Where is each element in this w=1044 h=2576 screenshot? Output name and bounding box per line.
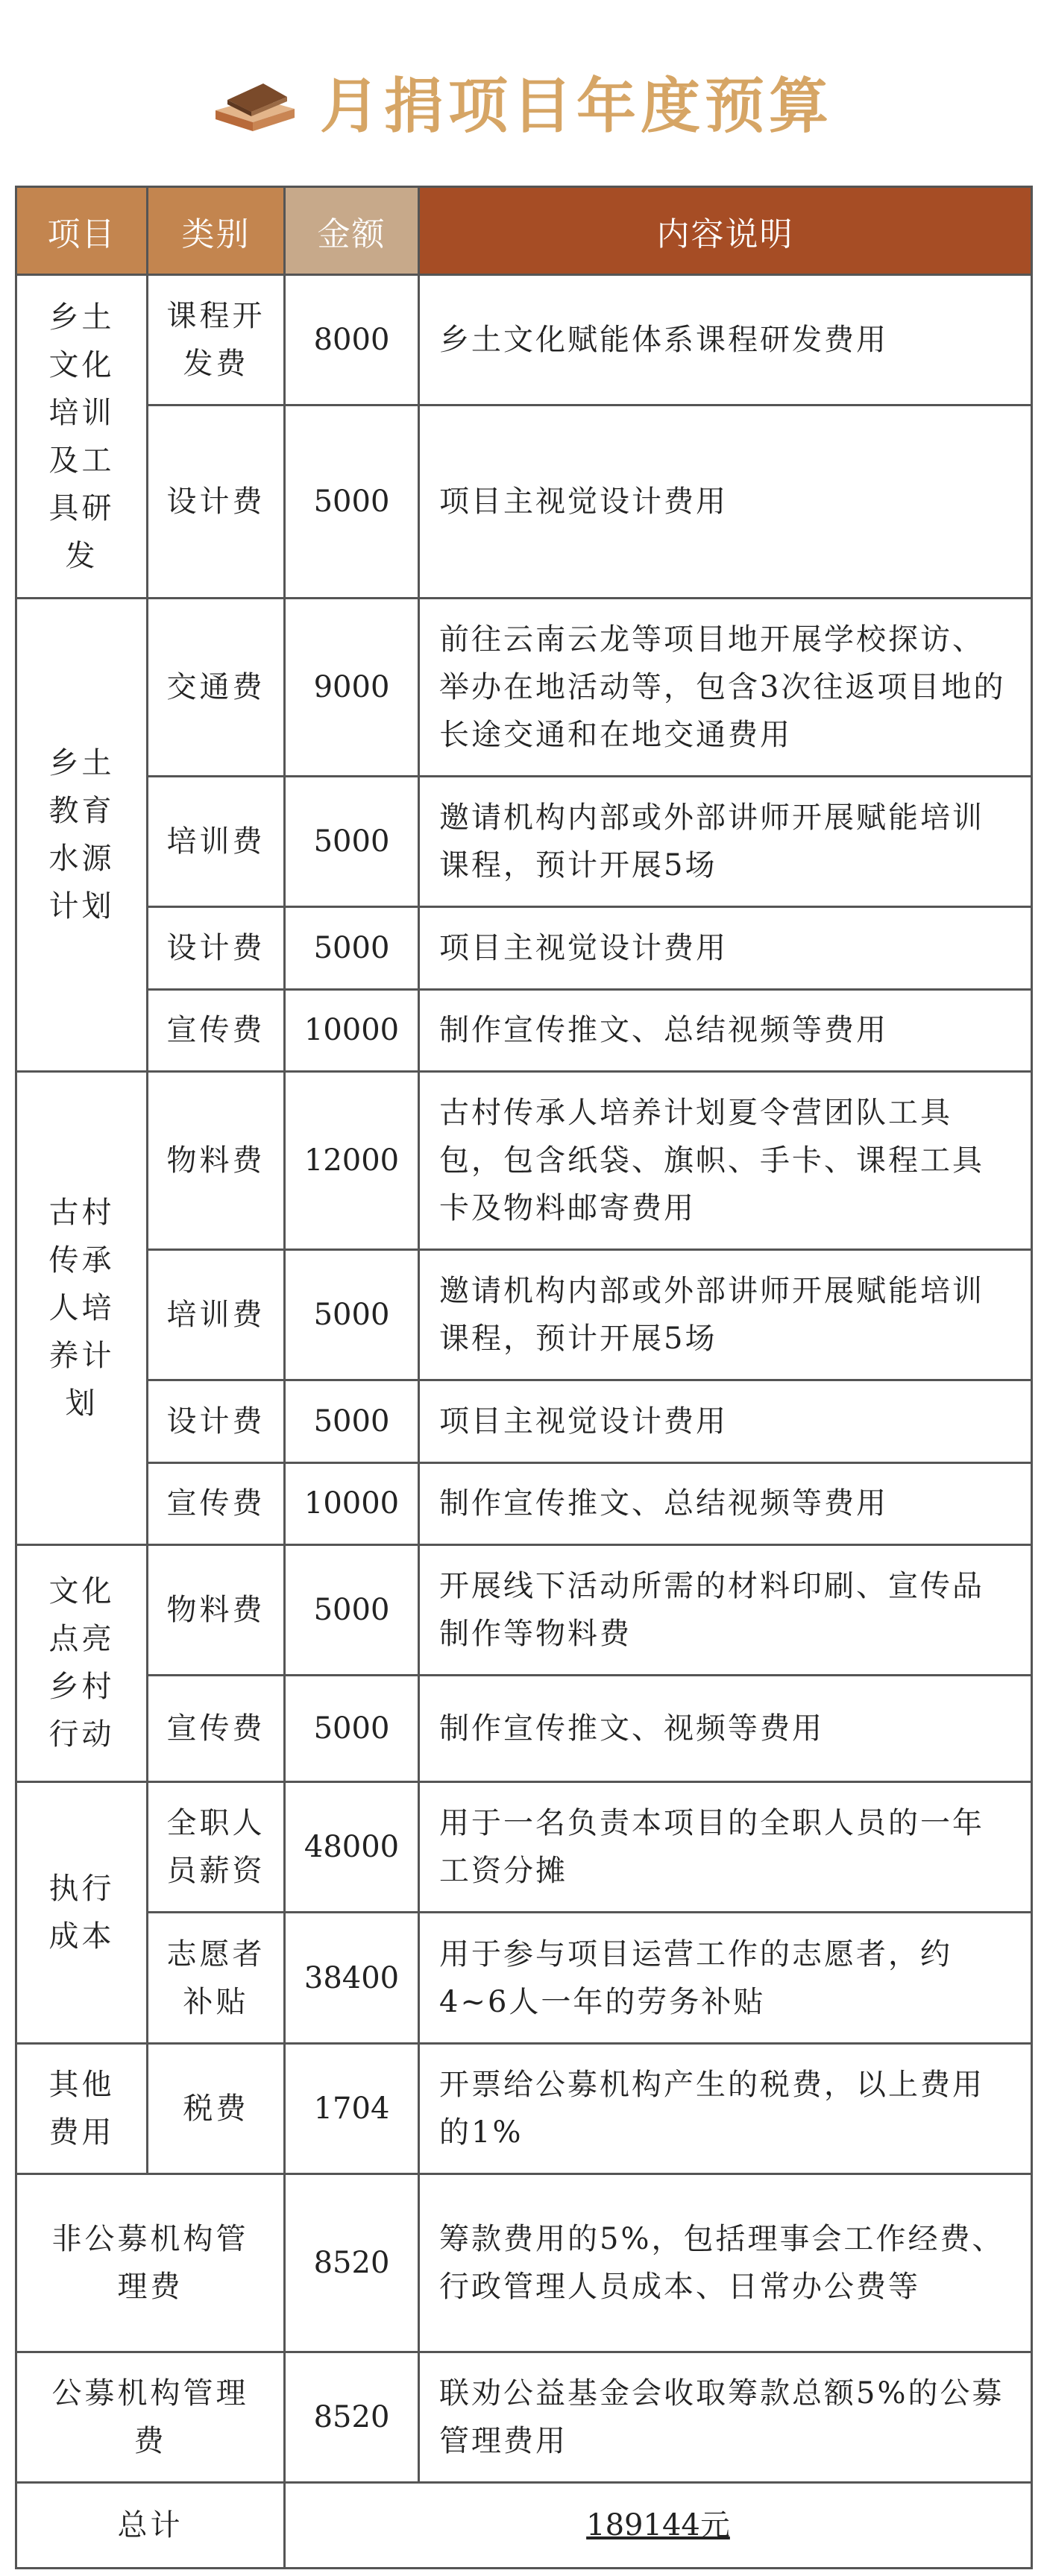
project-cell: 古村传承人培养计划 — [16, 1072, 148, 1545]
table-row — [16, 989, 1032, 1071]
description-cell: 用于一名负责本项目的全职人员的一年工资分摊 — [419, 1781, 1032, 1913]
amount-cell: 5000 — [285, 1676, 419, 1781]
category-cell: 设计费 — [148, 405, 285, 599]
description-cell: 乡土文化赋能体系课程研发费用 — [419, 275, 1032, 405]
amount-cell: 5000 — [285, 405, 419, 599]
category-cell: 志愿者补贴 — [148, 1913, 285, 2044]
total-value: 189144元 — [586, 2508, 730, 2543]
budget-table — [15, 186, 1033, 2569]
project-cell: 乡土文化培训及工具研发 — [16, 275, 148, 599]
description-cell: 邀请机构内部或外部讲师开展赋能培训课程，预计开展5场 — [419, 1249, 1032, 1380]
amount-cell: 38400 — [285, 1913, 419, 2044]
merged-label-cell: 公募机构管理费 — [16, 2352, 285, 2483]
total-label: 总计 — [16, 2483, 285, 2569]
amount-cell: 5000 — [285, 1249, 419, 1380]
table-header-row — [16, 187, 1032, 275]
header-category: 类别 — [148, 187, 285, 275]
amount-cell: 48000 — [285, 1781, 419, 1913]
description-cell: 制作宣传推文、总结视频等费用 — [419, 1462, 1032, 1544]
merged-label-cell: 非公募机构管理费 — [16, 2174, 285, 2352]
category-cell: 课程开发费 — [148, 275, 285, 405]
category-cell: 全职人员薪资 — [148, 1781, 285, 1913]
description-cell: 项目主视觉设计费用 — [419, 405, 1032, 599]
amount-cell: 5000 — [285, 1380, 419, 1462]
table-row — [16, 776, 1032, 907]
amount-cell: 5000 — [285, 907, 419, 989]
description-cell: 开票给公募机构产生的税费，以上费用的1% — [419, 2043, 1032, 2174]
project-cell: 乡土教育水源计划 — [16, 599, 148, 1072]
category-cell: 税费 — [148, 2043, 285, 2174]
amount-cell: 8520 — [285, 2352, 419, 2483]
description-cell: 制作宣传推文、视频等费用 — [419, 1676, 1032, 1781]
amount-cell: 10000 — [285, 989, 419, 1071]
table-row — [16, 1249, 1032, 1380]
table-row — [16, 599, 1032, 777]
table-row — [16, 907, 1032, 989]
amount-cell: 10000 — [285, 1462, 419, 1544]
category-cell: 设计费 — [148, 1380, 285, 1462]
table-row — [16, 1380, 1032, 1462]
description-cell: 项目主视觉设计费用 — [419, 907, 1032, 989]
description-cell: 邀请机构内部或外部讲师开展赋能培训课程，预计开展5场 — [419, 776, 1032, 907]
project-cell: 文化点亮乡村行动 — [16, 1544, 148, 1781]
amount-cell: 12000 — [285, 1072, 419, 1250]
table-row — [16, 2043, 1032, 2174]
description-cell: 用于参与项目运营工作的志愿者，约4~6人一年的劳务补贴 — [419, 1913, 1032, 2044]
book-stack-icon — [211, 67, 301, 134]
table-row — [16, 1676, 1032, 1781]
page-title: 月捐项目年度预算 — [320, 71, 833, 141]
category-cell: 培训费 — [148, 1249, 285, 1380]
table-row — [16, 275, 1032, 405]
table-row — [16, 2352, 1032, 2483]
category-cell: 物料费 — [148, 1544, 285, 1676]
amount-cell: 8000 — [285, 275, 419, 405]
amount-cell: 9000 — [285, 599, 419, 777]
category-cell: 宣传费 — [148, 1676, 285, 1781]
project-cell: 执行成本 — [16, 1781, 148, 2043]
description-cell: 项目主视觉设计费用 — [419, 1380, 1032, 1462]
table-row — [16, 1544, 1032, 1676]
amount-cell: 5000 — [285, 776, 419, 907]
amount-cell: 1704 — [285, 2043, 419, 2174]
table-row — [16, 1462, 1032, 1544]
amount-cell: 8520 — [285, 2174, 419, 2352]
description-cell: 联劝公益基金会收取筹款总额5%的公募管理费用 — [419, 2352, 1032, 2483]
header-amount: 金额 — [285, 187, 419, 275]
description-cell: 古村传承人培养计划夏令营团队工具包，包含纸袋、旗帜、手卡、课程工具卡及物料邮寄费用 — [419, 1072, 1032, 1250]
description-cell: 制作宣传推文、总结视频等费用 — [419, 989, 1032, 1071]
table-row — [16, 1913, 1032, 2044]
table-row — [16, 1781, 1032, 1913]
total-value-cell — [285, 2483, 1032, 2569]
project-cell: 其他费用 — [16, 2043, 148, 2174]
description-cell: 开展线下活动所需的材料印刷、宣传品制作等物料费 — [419, 1544, 1032, 1676]
category-cell: 物料费 — [148, 1072, 285, 1250]
table-row — [16, 2174, 1032, 2352]
table-row — [16, 1072, 1032, 1250]
page-header — [0, 45, 1044, 157]
header-description: 内容说明 — [419, 187, 1032, 275]
category-cell: 宣传费 — [148, 1462, 285, 1544]
header-project: 项目 — [16, 187, 148, 275]
description-cell: 筹款费用的5%，包括理事会工作经费、行政管理人员成本、日常办公费等 — [419, 2174, 1032, 2352]
category-cell: 设计费 — [148, 907, 285, 989]
category-cell: 交通费 — [148, 599, 285, 777]
category-cell: 培训费 — [148, 776, 285, 907]
category-cell: 宣传费 — [148, 989, 285, 1071]
total-row — [16, 2483, 1032, 2569]
description-cell: 前往云南云龙等项目地开展学校探访、举办在地活动等，包含3次往返项目地的长途交通和在地交通费用 — [419, 599, 1032, 777]
table-row — [16, 405, 1032, 599]
amount-cell: 5000 — [285, 1544, 419, 1676]
